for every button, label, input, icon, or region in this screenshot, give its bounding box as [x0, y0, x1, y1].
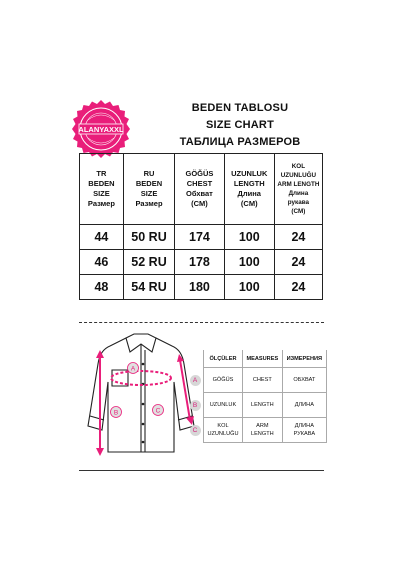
size-table	[79, 153, 323, 300]
table-row	[80, 250, 323, 275]
measure-table	[187, 350, 327, 443]
cell-chest: 178	[175, 250, 225, 275]
measure-en: CHEST	[242, 368, 282, 393]
label-b: B	[113, 409, 119, 417]
letter-badge: A	[190, 375, 201, 386]
cell-tr-size: 46	[80, 250, 124, 275]
cell-length: 100	[224, 250, 274, 275]
measure-tr: KOL UZUNLUĞU	[204, 418, 243, 443]
header-length: UZUNLUK LENGTH Длина (CM)	[224, 154, 274, 225]
letter-badge: B	[190, 400, 201, 411]
brand-badge	[70, 98, 132, 160]
letter-badge: C	[190, 425, 201, 436]
bottom-divider	[79, 470, 324, 471]
header-tr-size: TR BEDEN SIZE Размер	[80, 154, 124, 225]
title-en: SIZE CHART	[206, 119, 274, 131]
measure-ru: ДЛИНА РУКАВА	[282, 418, 326, 443]
table-row	[187, 418, 327, 443]
table-row	[187, 368, 327, 393]
measure-en: LENGTH	[242, 393, 282, 418]
measure-tr: GÖĞÜS	[204, 368, 243, 393]
measure-ru: ОБХВАТ	[282, 368, 326, 393]
measure-tr: UZUNLUK	[204, 393, 243, 418]
cell-ru-size: 52 RU	[123, 250, 174, 275]
measure-en: ARM LENGTH	[242, 418, 282, 443]
cell-arm-length: 24	[274, 225, 322, 250]
header-chest: GÖĞÜS CHEST Обхват (CM)	[175, 154, 225, 225]
label-a: A	[130, 365, 136, 373]
measure-header-ru: ИЗМЕРЕНИЯ	[282, 350, 326, 368]
header-arm-length: KOL UZUNLUĞU ARM LENGTH Длина рукава (CM)	[274, 154, 322, 225]
cell-arm-length: 24	[274, 275, 322, 300]
title-ru: ТАБЛИЦА РАЗМЕРОВ	[179, 136, 301, 148]
cell-ru-size: 50 RU	[123, 225, 174, 250]
cell-tr-size: 48	[80, 275, 124, 300]
table-row	[187, 393, 327, 418]
table-row	[80, 225, 323, 250]
measure-header-en: MEASURES	[242, 350, 282, 368]
measure-header-tr: ÖLÇÜLER	[204, 350, 243, 368]
cell-tr-size: 44	[80, 225, 124, 250]
size-table-header-row	[80, 154, 323, 225]
shirt-diagram	[82, 330, 200, 460]
table-row	[80, 275, 323, 300]
title-tr: BEDEN TABLOSU	[191, 102, 289, 114]
shirt-outline-icon	[88, 334, 194, 452]
badge-brand-text: ALANYAXXL	[78, 125, 124, 134]
cell-length: 100	[224, 225, 274, 250]
cell-chest: 174	[175, 225, 225, 250]
cell-length: 100	[224, 275, 274, 300]
label-c: C	[155, 407, 161, 415]
cell-ru-size: 54 RU	[123, 275, 174, 300]
measure-header-row	[187, 350, 327, 368]
cell-arm-length: 24	[274, 250, 322, 275]
measure-ru: ДЛИНА	[282, 393, 326, 418]
badge-seal-icon	[70, 98, 132, 160]
title-block	[150, 100, 330, 151]
dashed-divider	[79, 322, 324, 323]
cell-chest: 180	[175, 275, 225, 300]
measure-header-blank	[187, 350, 204, 368]
header-ru-size: RU BEDEN SIZE Размер	[123, 154, 174, 225]
